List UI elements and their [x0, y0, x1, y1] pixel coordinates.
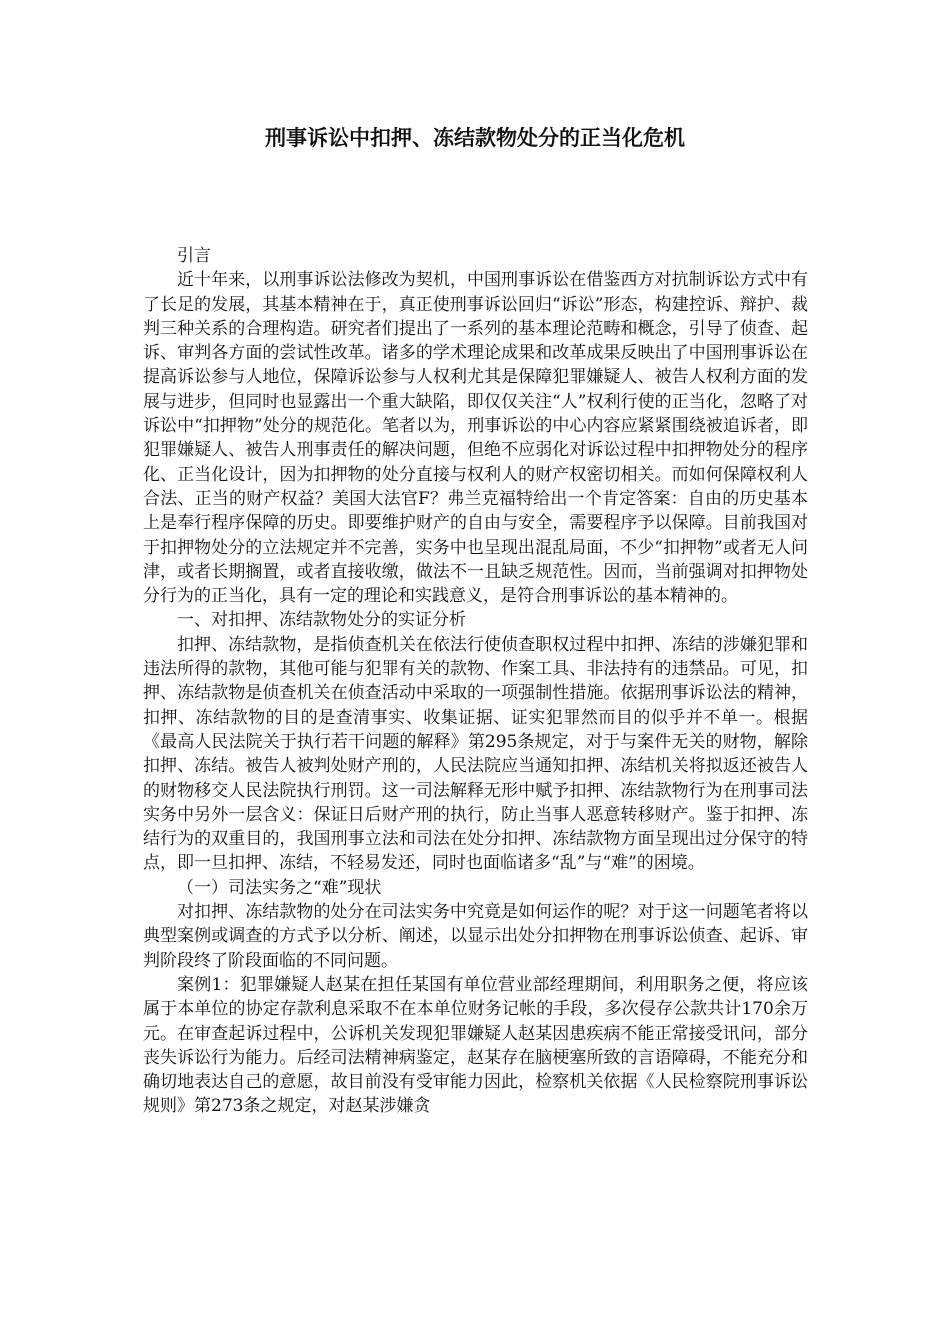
paragraph: 扣押、冻结款物，是指侦查机关在依法行使侦查职权过程中扣押、冻结的涉嫌犯罪和违法所得的款物，其他可能与犯罪有关的款物、作案工具、非法持有的违禁品。可见，扣押、冻结款物是侦查机关在侦查活动中采取的一项强制性措施。依据刑事诉讼法的精神，扣押、冻结款物的目的是查清事实、收集证据、证实犯罪然而目的似乎并不单一。根据《最高人民法院关于执行若干问题的解释》第295条规定，对于与案件无关的财物，解除扣押、冻结。被告人被判处财产刑的，人民法院应当通知扣押、冻结机关将拟返还被告人的财物移交人民法院执行刑罚。这一司法解释无形中赋予扣押、冻结款物行为在刑事司法实务中另外一层含义：保证日后财产刑的执行，防止当事人恶意转移财产。鉴于扣押、冻结行为的双重目的，我国刑事立法和司法在处分扣押、冻结款物方面呈现出过分保守的特点，即一旦扣押、冻结，不轻易发还，同时也面临诸多“乱”与“难”的困境。	[143, 634, 808, 874]
section-heading-intro: 引言	[177, 246, 211, 266]
subsection-heading-1: （一）司法实务之“难”现状	[177, 877, 382, 898]
paragraph: 对扣押、冻结款物的处分在司法实务中究竟是如何运作的呢？对于这一问题笔者将以典型案例或调查的方式予以分析、阐述，以显示出处分扣押物在刑事诉讼侦查、起诉、审判阶段终了阶段面临的不同问题。	[143, 902, 808, 971]
paragraph: 近十年来，以刑事诉讼法修改为契机，中国刑事诉讼在借鉴西方对抗制诉讼方式中有了长足的发展，其基本精神在于，真正使刑事诉讼回归“诉讼”形态，构建控诉、辩护、裁判三种关系的合理构造。研究者们提出了一系列的基本理论范畴和概念，引导了侦查、起诉、审判各方面的尝试性改革。诸多的学术理论成果和改革成果反映出了中国刑事诉讼在提高诉讼参与人地位，保障诉讼参与人权利尤其是保障犯罪嫌疑人、被告人权利方面的发展与进步，但同时也显露出一个重大缺陷，即仅仅关注“人”权利行使的正当化，忽略了对诉讼中“扣押物”处分的规范化。笔者以为，刑事诉讼的中心内容应紧紧围绕被追诉者，即犯罪嫌疑人、被告人刑事责任的解决问题，但绝不应弱化对诉讼过程中扣押物处分的程序化、正当化设计，因为扣押物的处分直接与权利人的财产权密切相关。而如何保障权利人合法、正当的财产权益？美国大法官F？弗兰克福特给出一个肯定答案：自由的历史基本上是奉行程序保障的历史。即要维护财产的自由与安全，需要程序予以保障。目前我国对于扣押物处分的立法规定并不完善，实务中也呈现出混乱局面，不少“扣押物”或者无人问津，或者长期搁置，或者直接收缴，做法不一且缺乏规范性。因而，当前强调对扣押物处分行为的正当化，具有一定的理论和实践意义，是符合刑事诉讼的基本精神的。	[143, 270, 808, 607]
document-body	[143, 244, 808, 1119]
document-title: 刑事诉讼中扣押、冻结款物处分的正当化危机	[265, 126, 685, 150]
section-heading-1: 一、对扣押、冻结款物处分的实证分析	[177, 610, 466, 631]
paragraph: 案例1：犯罪嫌疑人赵某在担任某国有单位营业部经理期间，利用职务之便，将应该属于本单位的协定存款利息采取不在本单位财务记帐的手段，多次侵存公款共计170余万元。在审查起诉过程中，公诉机关发现犯罪嫌疑人赵某因患疾病不能正常接受讯问，部分丧失诉讼行为能力。后经司法精神病鉴定，赵某存在脑梗塞所致的言语障碍，不能充分和确切地表达自己的意愿，故目前没有受审能力因此，检察机关依据《人民检察院刑事诉讼规则》第273条之规定，对赵某涉嫌贪	[143, 974, 808, 1117]
